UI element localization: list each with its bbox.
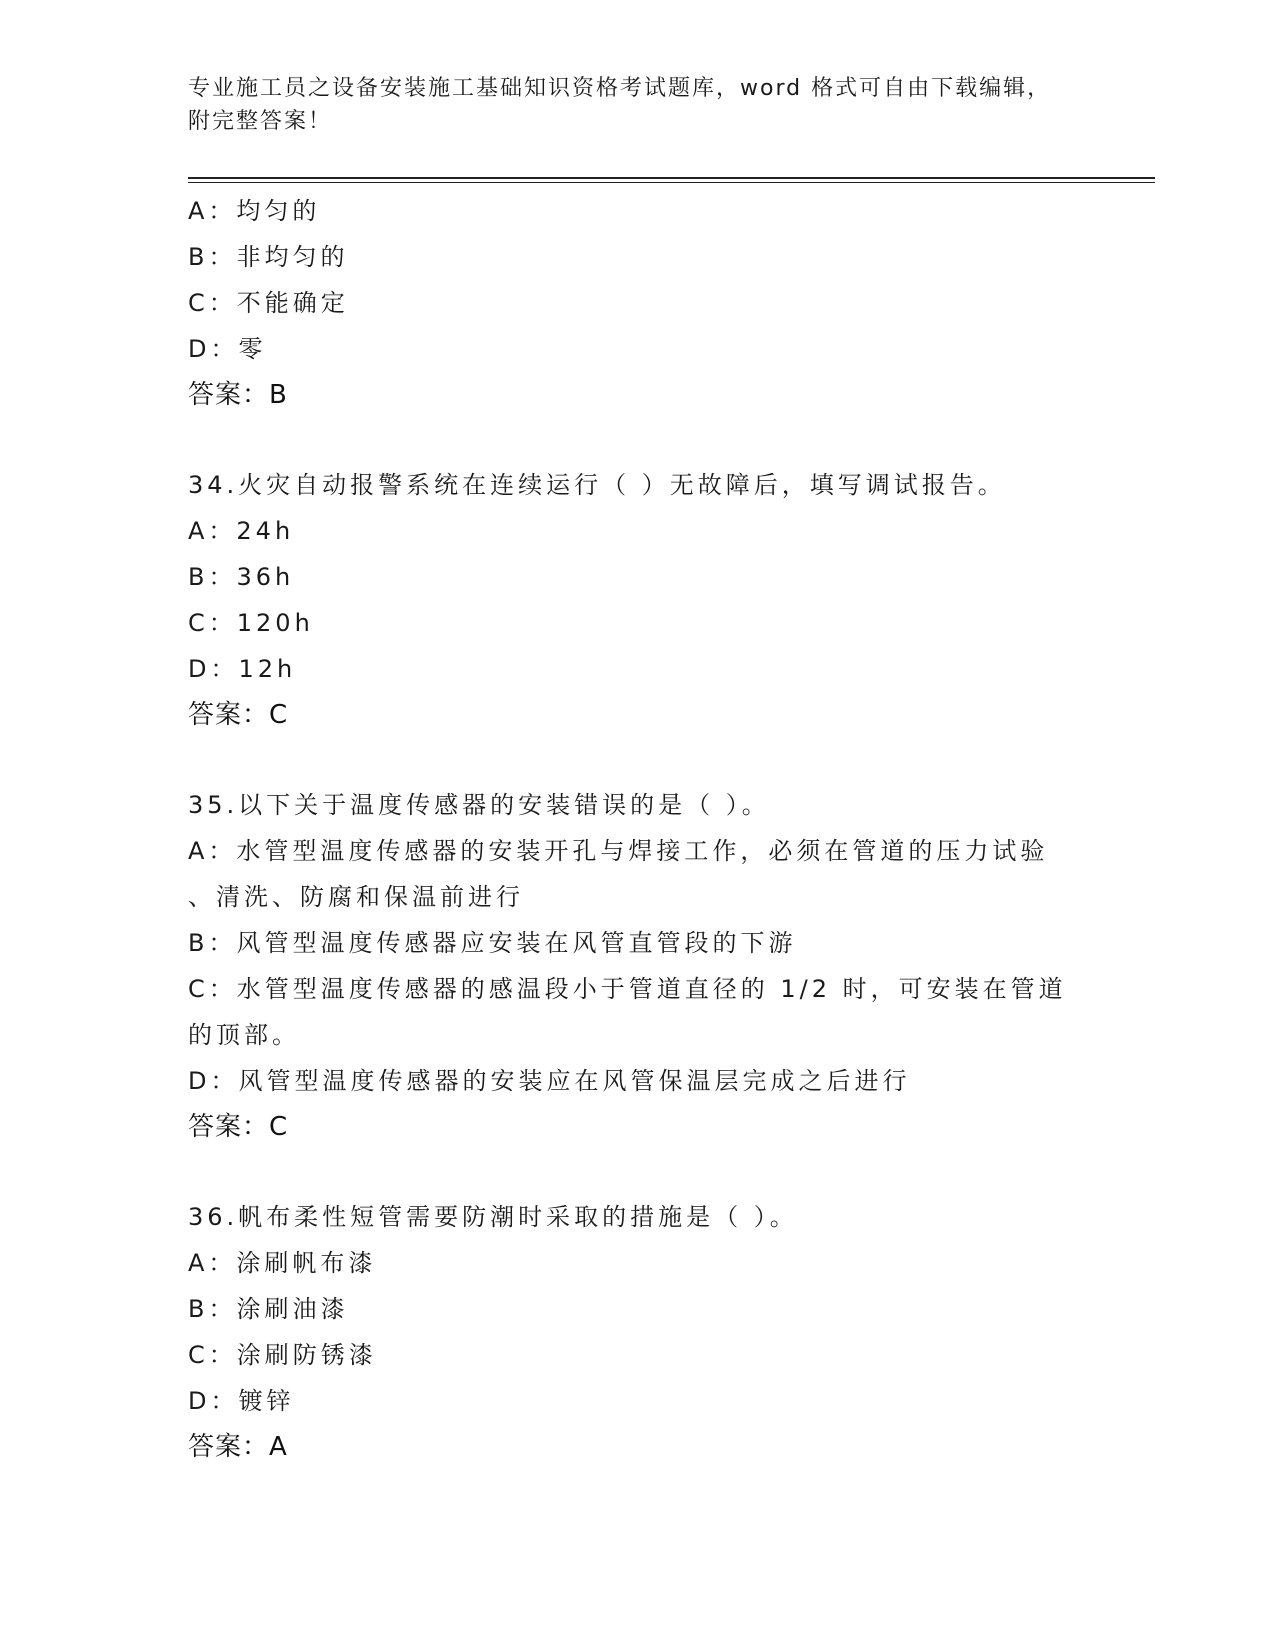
- document-header: [188, 72, 1088, 138]
- option-a-line-2: 、清洗、防腐和保温前进行: [188, 883, 524, 911]
- option-b: B：非均匀的: [188, 243, 349, 271]
- header-line-1: 专业施工员之设备安装施工基础知识资格考试题库，word 格式可自由下载编辑，: [188, 76, 1052, 101]
- option-c-line-2: 的顶部。: [188, 1021, 300, 1049]
- option-d: D：12h: [188, 655, 297, 683]
- option-d: D：风管型温度传感器的安装应在风管保温层完成之后进行: [188, 1067, 911, 1095]
- header-rule-thick: [188, 177, 1155, 179]
- question-text: 36.帆布柔性短管需要防潮时采取的措施是（ ）。: [188, 1203, 798, 1231]
- option-d: D：零: [188, 335, 267, 363]
- question-33: [188, 188, 1108, 418]
- question-35: [188, 782, 1108, 1150]
- option-b: B：风管型温度传感器应安装在风管直管段的下游: [188, 929, 797, 957]
- option-c: C：120h: [188, 609, 314, 637]
- option-c: C：涂刷防锈漆: [188, 1341, 377, 1369]
- header-rule-thin: [188, 182, 1155, 183]
- option-d: D：镀锌: [188, 1387, 295, 1415]
- question-text: 35.以下关于温度传感器的安装错误的是（ ）。: [188, 791, 770, 819]
- spacer: [188, 418, 1108, 462]
- question-text: 34.火灾自动报警系统在连续运行（ ）无故障后，填写调试报告。: [188, 471, 1006, 499]
- question-36: [188, 1194, 1108, 1470]
- question-list: [188, 188, 1108, 1470]
- option-a: A：24h: [188, 517, 295, 545]
- option-a: A：涂刷帆布漆: [188, 1249, 377, 1277]
- option-a-line-1: A：水管型温度传感器的安装开孔与焊接工作，必须在管道的压力试验: [188, 837, 1049, 865]
- option-a: A：均匀的: [188, 197, 321, 225]
- option-c: C：不能确定: [188, 289, 349, 317]
- spacer: [188, 1150, 1108, 1194]
- option-b: B：涂刷油漆: [188, 1295, 349, 1323]
- option-c-line-1: C：水管型温度传感器的感温段小于管道直径的 1/2 时，可安装在管道: [188, 975, 1067, 1003]
- answer-label: 答案：C: [188, 1112, 289, 1142]
- question-34: [188, 462, 1108, 738]
- answer-label: 答案：A: [188, 1432, 288, 1462]
- answer-label: 答案：C: [188, 700, 289, 730]
- header-line-2: 附完整答案！: [188, 109, 333, 134]
- answer-label: 答案：B: [188, 380, 288, 410]
- option-b: B：36h: [188, 563, 295, 591]
- spacer: [188, 738, 1108, 782]
